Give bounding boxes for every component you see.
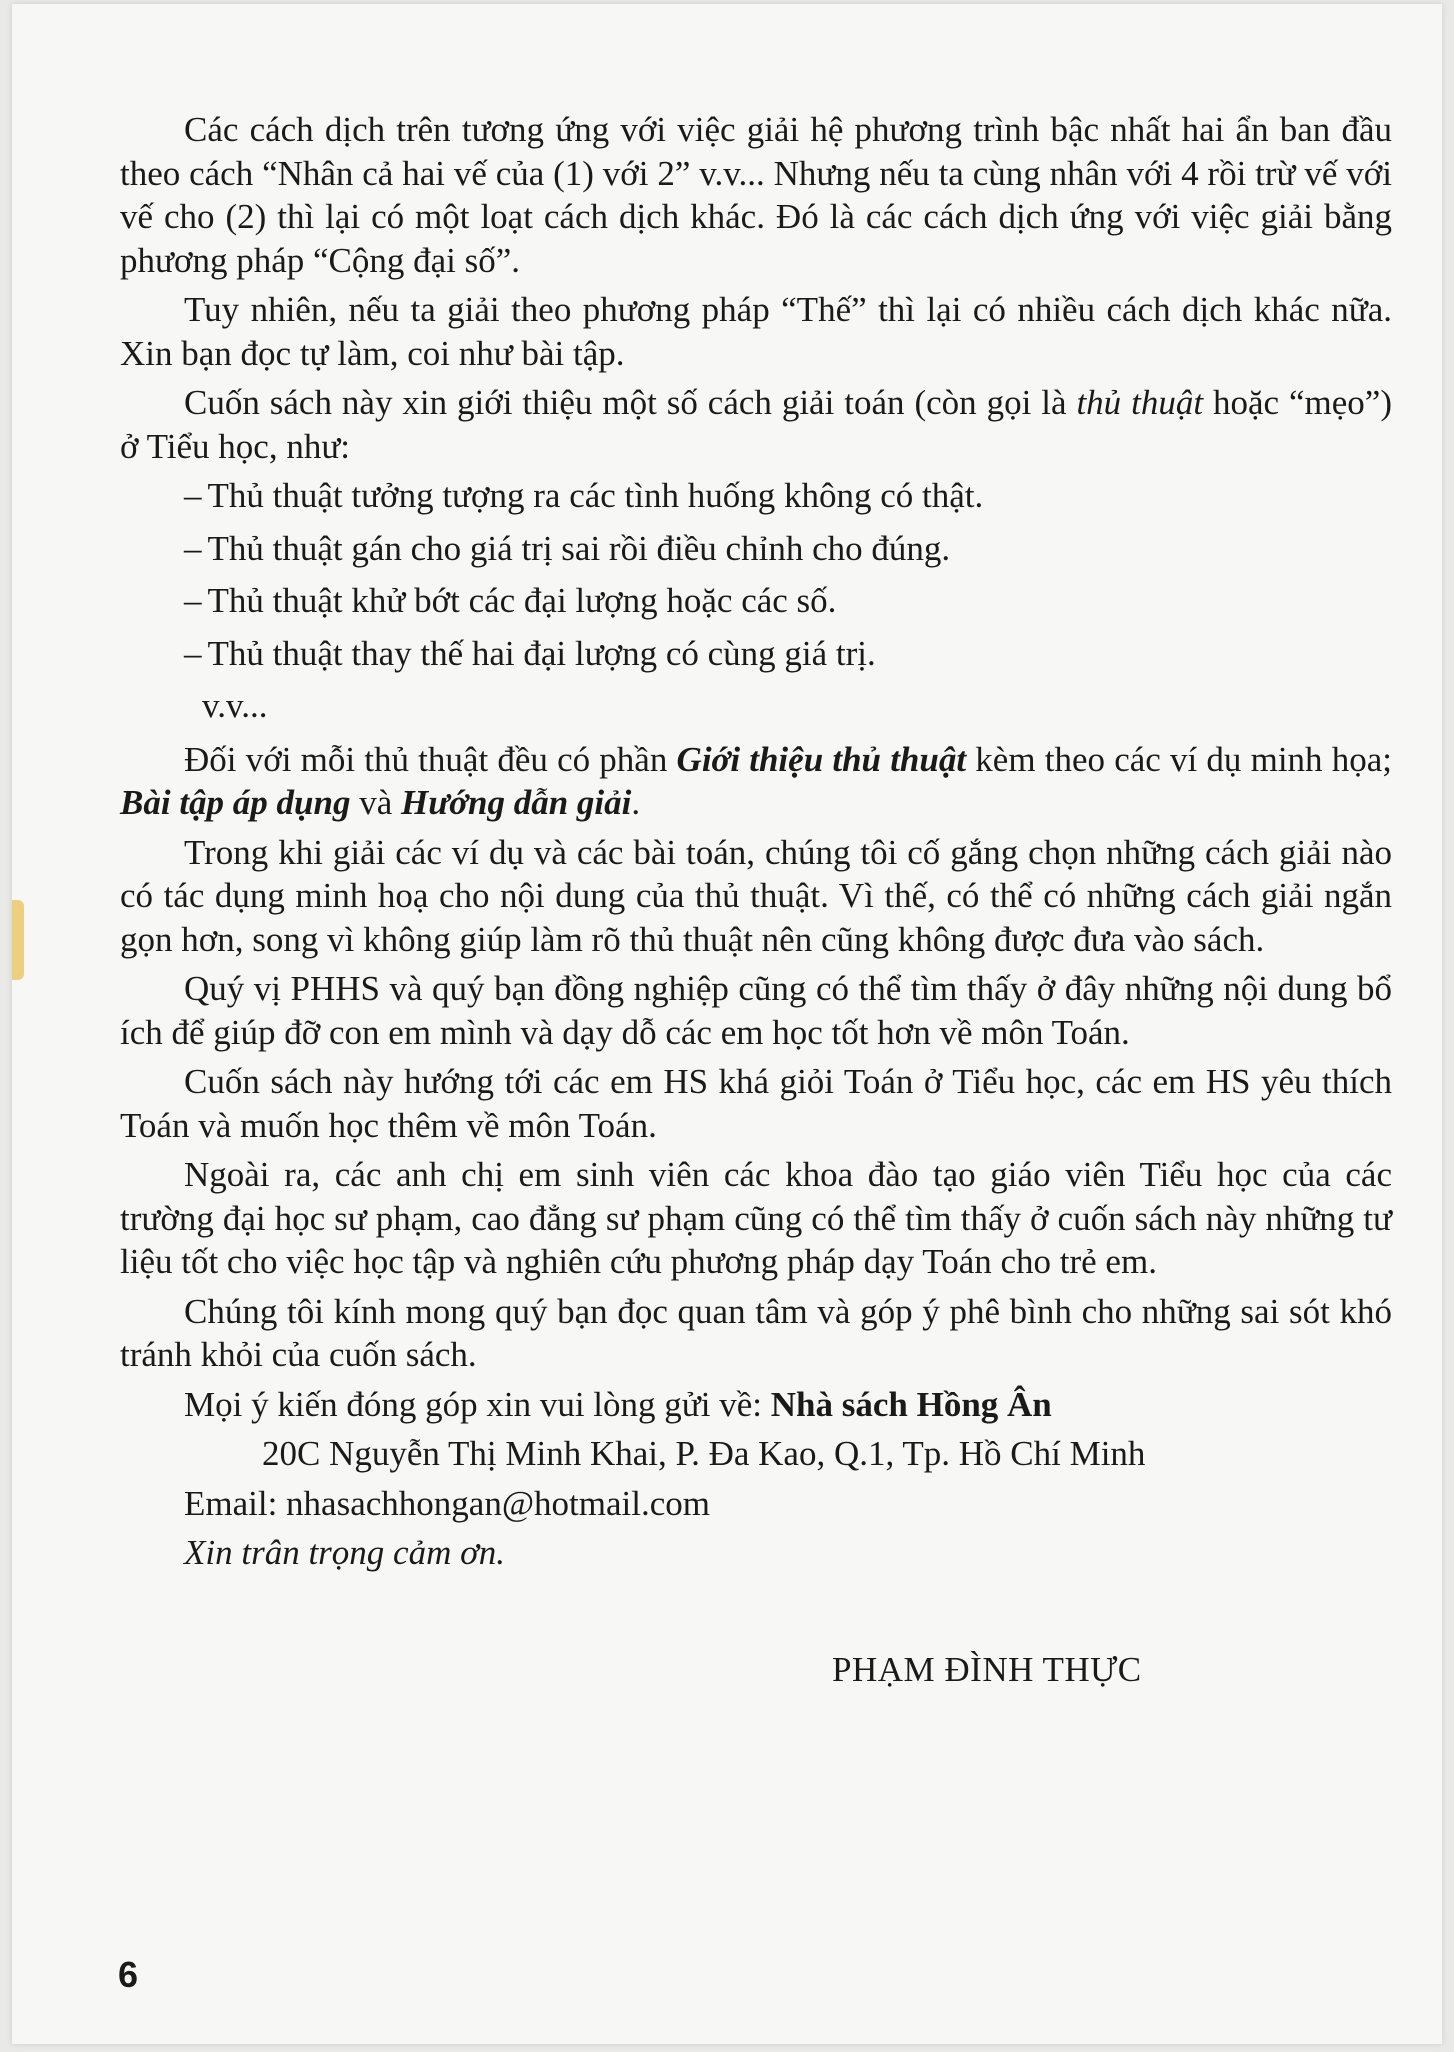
paragraph-2: Tuy nhiên, nếu ta giải theo phương pháp “Thế” thì lại có nhiều cách dịch khác nữa. Xin bạn đọc tự làm, coi như bài tập.: [120, 290, 1392, 373]
technique-list: [120, 474, 1392, 728]
list-item: [120, 527, 1392, 571]
paragraph-5: Trong khi giải các ví dụ và các bài toán, chúng tôi cố gắng chọn những cách giải nào có tác dụng minh hoạ cho nội dung của thủ thuật. Vì thế, có thể có những cách giải ngắn gọn hơn, song vì không giúp làm rõ thủ thuật nên cũng không được đưa vào sách.: [120, 832, 1392, 959]
paragraph-9: Chúng tôi kính mong quý bạn đọc quan tâm và góp ý phê bình cho những sai sót khó tránh khỏi của cuốn sách.: [120, 1291, 1392, 1374]
contact-line: [120, 1383, 1392, 1427]
paragraph-3-text: Cuốn sách này xin giới thiệu một số cách giải toán (còn gọi là: [184, 383, 1077, 422]
paragraph-1: Các cách dịch trên tương ứng với việc giải hệ phương trình bậc nhất hai ẩn ban đầu theo cách “Nhân cả hai vế của (1) với 2” v.v... Nhưng nếu ta cùng nhân với 4 rồi trừ vế với vế cho (2) thì lại có một loạt cách dịch khác. Đó là các cách dịch ứng với việc giải bằng phương pháp “Cộng đại số”.: [120, 110, 1392, 280]
list-dash: –: [184, 476, 202, 515]
list-item-text: Thủ thuật tưởng tượng ra các tình huống không có thật.: [207, 476, 984, 515]
list-dash: –: [184, 528, 202, 568]
page-tab-marker: [12, 900, 24, 980]
thanks-line: Xin trân trọng cảm ơn.: [184, 1533, 506, 1572]
author-signature: PHẠM ĐÌNH THỰC: [832, 1650, 1142, 1689]
list-item: [120, 579, 1392, 623]
list-item: [120, 632, 1392, 676]
contact-intro: Mọi ý kiến đóng góp xin vui lòng gửi về:: [184, 1384, 771, 1424]
paragraph-3: [120, 381, 1392, 468]
publisher-name: Nhà sách Hồng Ân: [770, 1384, 1052, 1424]
paragraph-7: Cuốn sách này hướng tới các em HS khá giỏi Toán ở Tiểu học, các em HS yêu thích Toán và muốn học thêm về môn Toán.: [120, 1062, 1392, 1145]
emphasis-huong-dan: Hướng dẫn giải: [401, 783, 632, 822]
paragraph-4-text-and: và: [350, 783, 402, 822]
list-etc: v.v...: [202, 686, 268, 725]
paragraph-4-period: .: [631, 783, 641, 822]
paragraph-4-text: Đối với mỗi thủ thuật đều có phần: [184, 739, 677, 779]
emphasis-gioi-thieu: Giới thiệu thủ thuật: [676, 739, 967, 779]
list-dash: –: [184, 581, 202, 620]
emphasis-bai-tap: Bài tập áp dụng: [120, 783, 351, 822]
paragraph-3-text-end: hoặc “mẹo”) ở Tiểu học, như:: [120, 383, 1392, 466]
body-text: [120, 108, 1392, 1581]
contact-email: Email: nhasachhongan@hotmail.com: [184, 1483, 710, 1523]
book-page: [12, 4, 1442, 2044]
page-number: 6: [118, 1954, 139, 1995]
emphasis-thu-thuat: thủ thuật: [1076, 383, 1204, 422]
list-item-text: Thủ thuật thay thế hai đại lượng có cùng giá trị.: [207, 633, 876, 673]
list-item-text: Thủ thuật gán cho giá trị sai rồi điều chỉnh cho đúng.: [207, 528, 951, 568]
list-dash: –: [184, 633, 202, 673]
paragraph-8: Ngoài ra, các anh chị em sinh viên các khoa đào tạo giáo viên Tiểu học của các trường đại học sư phạm, cao đẳng sư phạm cũng có thể tìm thấy ở cuốn sách này những tư liệu tốt cho việc học tập và nghiên cứu phương pháp dạy Toán cho trẻ em.: [120, 1155, 1392, 1281]
paragraph-4: [120, 738, 1392, 825]
list-item: [120, 474, 1392, 518]
paragraph-4-text-mid: kèm theo các ví dụ minh họa;: [966, 739, 1393, 779]
publisher-address: 20C Nguyễn Thị Minh Khai, P. Đa Kao, Q.1, Tp. Hồ Chí Minh: [262, 1434, 1146, 1473]
list-item-text: Thủ thuật khử bớt các đại lượng hoặc các số.: [207, 581, 837, 620]
paragraph-6: Quý vị PHHS và quý bạn đồng nghiệp cũng có thể tìm thấy ở đây những nội dung bổ ích để giúp đỡ con em mình và dạy dỗ các em học tốt hơn về môn Toán.: [120, 969, 1392, 1052]
